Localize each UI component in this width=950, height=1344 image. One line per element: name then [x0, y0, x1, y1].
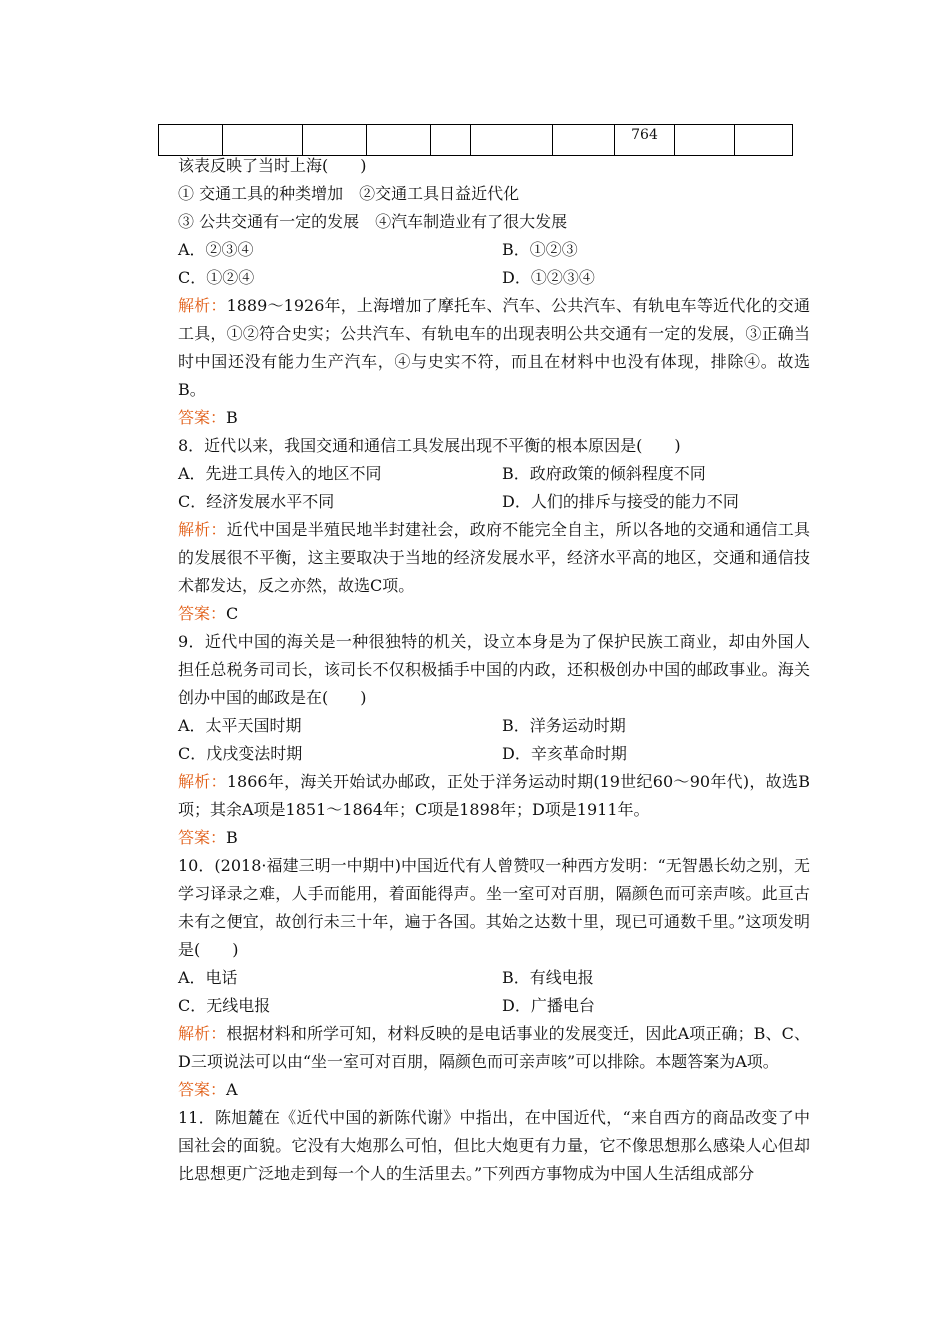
analysis-text: 1889～1926年，上海增加了摩托车、汽车、公共汽车、有轨电车等近代化的交通工具，①②符合史实；公共汽车、有轨电车的出现表明公共交通有一定的发展，③正确当时中国还没有能力生产汽车，④与史实不符，而且在材料中也没有体现，排除④。故选B。 — [178, 296, 810, 399]
q8-stem: 8．近代以来，我国交通和通信工具发展出现不平衡的根本原因是( ) — [178, 436, 681, 455]
q7-option-a: A．②③④ — [178, 240, 254, 259]
table-row — [159, 125, 793, 156]
q10-options-row — [146, 992, 810, 1020]
q10-option-c: C．无线电报 — [178, 996, 271, 1015]
q10-answer — [146, 1076, 810, 1104]
q7-item: ① 交通工具的种类增加 ②交通工具日益近代化 — [178, 184, 520, 203]
analysis-text: 根据材料和所学可知，材料反映的是电话事业的发展变迁，因此A项正确；B、C、D三项说法可以由“坐一室可对百朋，隔颜色而可亲声咳”可以排除。本题答案为A项。 — [178, 1024, 810, 1071]
q11-stem: 11．陈旭麓在《近代中国的新陈代谢》中指出，在中国近代，“来自西方的商品改变了中国社会的面貌。它没有大炮那么可怕，但比大炮更有力量，它不像思想那么感染人心但却比思想更广泛地走到每一个人的生活里去。”下列西方事物成为中国人生活组成部分 — [178, 1108, 810, 1183]
q9-option-b: B．洋务运动时期 — [502, 716, 626, 735]
question-content — [146, 152, 810, 1188]
q10-option-a: A．电话 — [178, 968, 238, 987]
q8-analysis — [146, 516, 810, 600]
q7-option-c: C．①②④ — [178, 268, 255, 287]
analysis-text: 近代中国是半殖民地半封建社会，政府不能完全自主，所以各地的交通和通信工具的发展很不平衡，这主要取决于当地的经济发展水平，经济水平高的地区，交通和通信技术都发达，反之亦然，故选C项。 — [178, 520, 810, 595]
analysis-label: 解析： — [178, 520, 227, 539]
table-cell — [553, 125, 615, 156]
q10-option-b: B．有线电报 — [502, 968, 594, 987]
q7-option-b: B．①②③ — [502, 240, 578, 259]
q7-option-d: D．①②③④ — [502, 268, 595, 287]
answer-value: B — [226, 828, 238, 847]
q10-option-d: D．广播电台 — [502, 996, 595, 1015]
q10-options-row — [146, 964, 810, 992]
table-cell — [303, 125, 367, 156]
q8-options-row — [146, 460, 810, 488]
analysis-label: 解析： — [178, 1024, 227, 1043]
q9-option-a: A．太平天国时期 — [178, 716, 302, 735]
q9-stem: 9．近代中国的海关是一种很独特的机关，设立本身是为了保护民族工商业，却由外国人担任总税务司司长，该司长不仅积极插手中国的内政，还积极创办中国的邮政事业。海关创办中国的邮政是在( ) — [178, 632, 810, 707]
q9-analysis — [146, 768, 810, 824]
q9-option-c: C．戊戌变法时期 — [178, 744, 303, 763]
analysis-text: 1866年，海关开始试办邮政，正处于洋务运动时期(19世纪60～90年代)，故选B项；其余A项是1851～1864年；C项是1898年；D项是1911年。 — [178, 772, 810, 819]
q8-option-c: C．经济发展水平不同 — [178, 492, 335, 511]
q8-options-row — [146, 488, 810, 516]
q9-options-row — [146, 712, 810, 740]
answer-label: 答案： — [178, 1080, 227, 1099]
analysis-label: 解析： — [178, 772, 227, 791]
table-cell — [367, 125, 431, 156]
table-cell — [735, 125, 793, 156]
q8-option-b: B．政府政策的倾斜程度不同 — [502, 464, 706, 483]
answer-value: C — [226, 604, 239, 623]
table-cell — [159, 125, 223, 156]
q7-options-row — [146, 236, 810, 264]
answer-value: B — [226, 408, 238, 427]
q7-stem: 该表反映了当时上海( ) — [178, 156, 367, 175]
q10-analysis — [146, 1020, 810, 1076]
q10-stem: 10．(2018·福建三明一中期中)中国近代有人曾赞叹一种西方发明：“无智愚长幼之别，无学习译录之难，人手而能用，着面能得声。坐一室可对百朋，隔颜色而可亲声咳。此亘古未有之便宜，故创行未三十年，遍于各国。其始之达数十里，现已可通数千里。”这项发明是( ) — [178, 856, 810, 959]
answer-label: 答案： — [178, 604, 227, 623]
q7-options-row — [146, 264, 810, 292]
table-cell — [675, 125, 735, 156]
q9-options-row — [146, 740, 810, 768]
table-cell: 764 — [615, 125, 675, 156]
answer-label: 答案： — [178, 828, 227, 847]
q8-answer — [146, 600, 810, 628]
table-cell — [471, 125, 553, 156]
table-cell — [223, 125, 303, 156]
answer-value: A — [226, 1080, 238, 1099]
table-cell — [431, 125, 471, 156]
q9-answer — [146, 824, 810, 852]
q7-item: ③ 公共交通有一定的发展 ④汽车制造业有了很大发展 — [178, 212, 568, 231]
analysis-label: 解析： — [178, 296, 227, 315]
answer-label: 答案： — [178, 408, 227, 427]
q9-option-d: D．辛亥革命时期 — [502, 744, 627, 763]
q8-option-d: D．人们的排斥与接受的能力不同 — [502, 492, 739, 511]
q7-analysis — [146, 292, 810, 404]
q8-option-a: A．先进工具传入的地区不同 — [178, 464, 382, 483]
q7-answer — [146, 404, 810, 432]
